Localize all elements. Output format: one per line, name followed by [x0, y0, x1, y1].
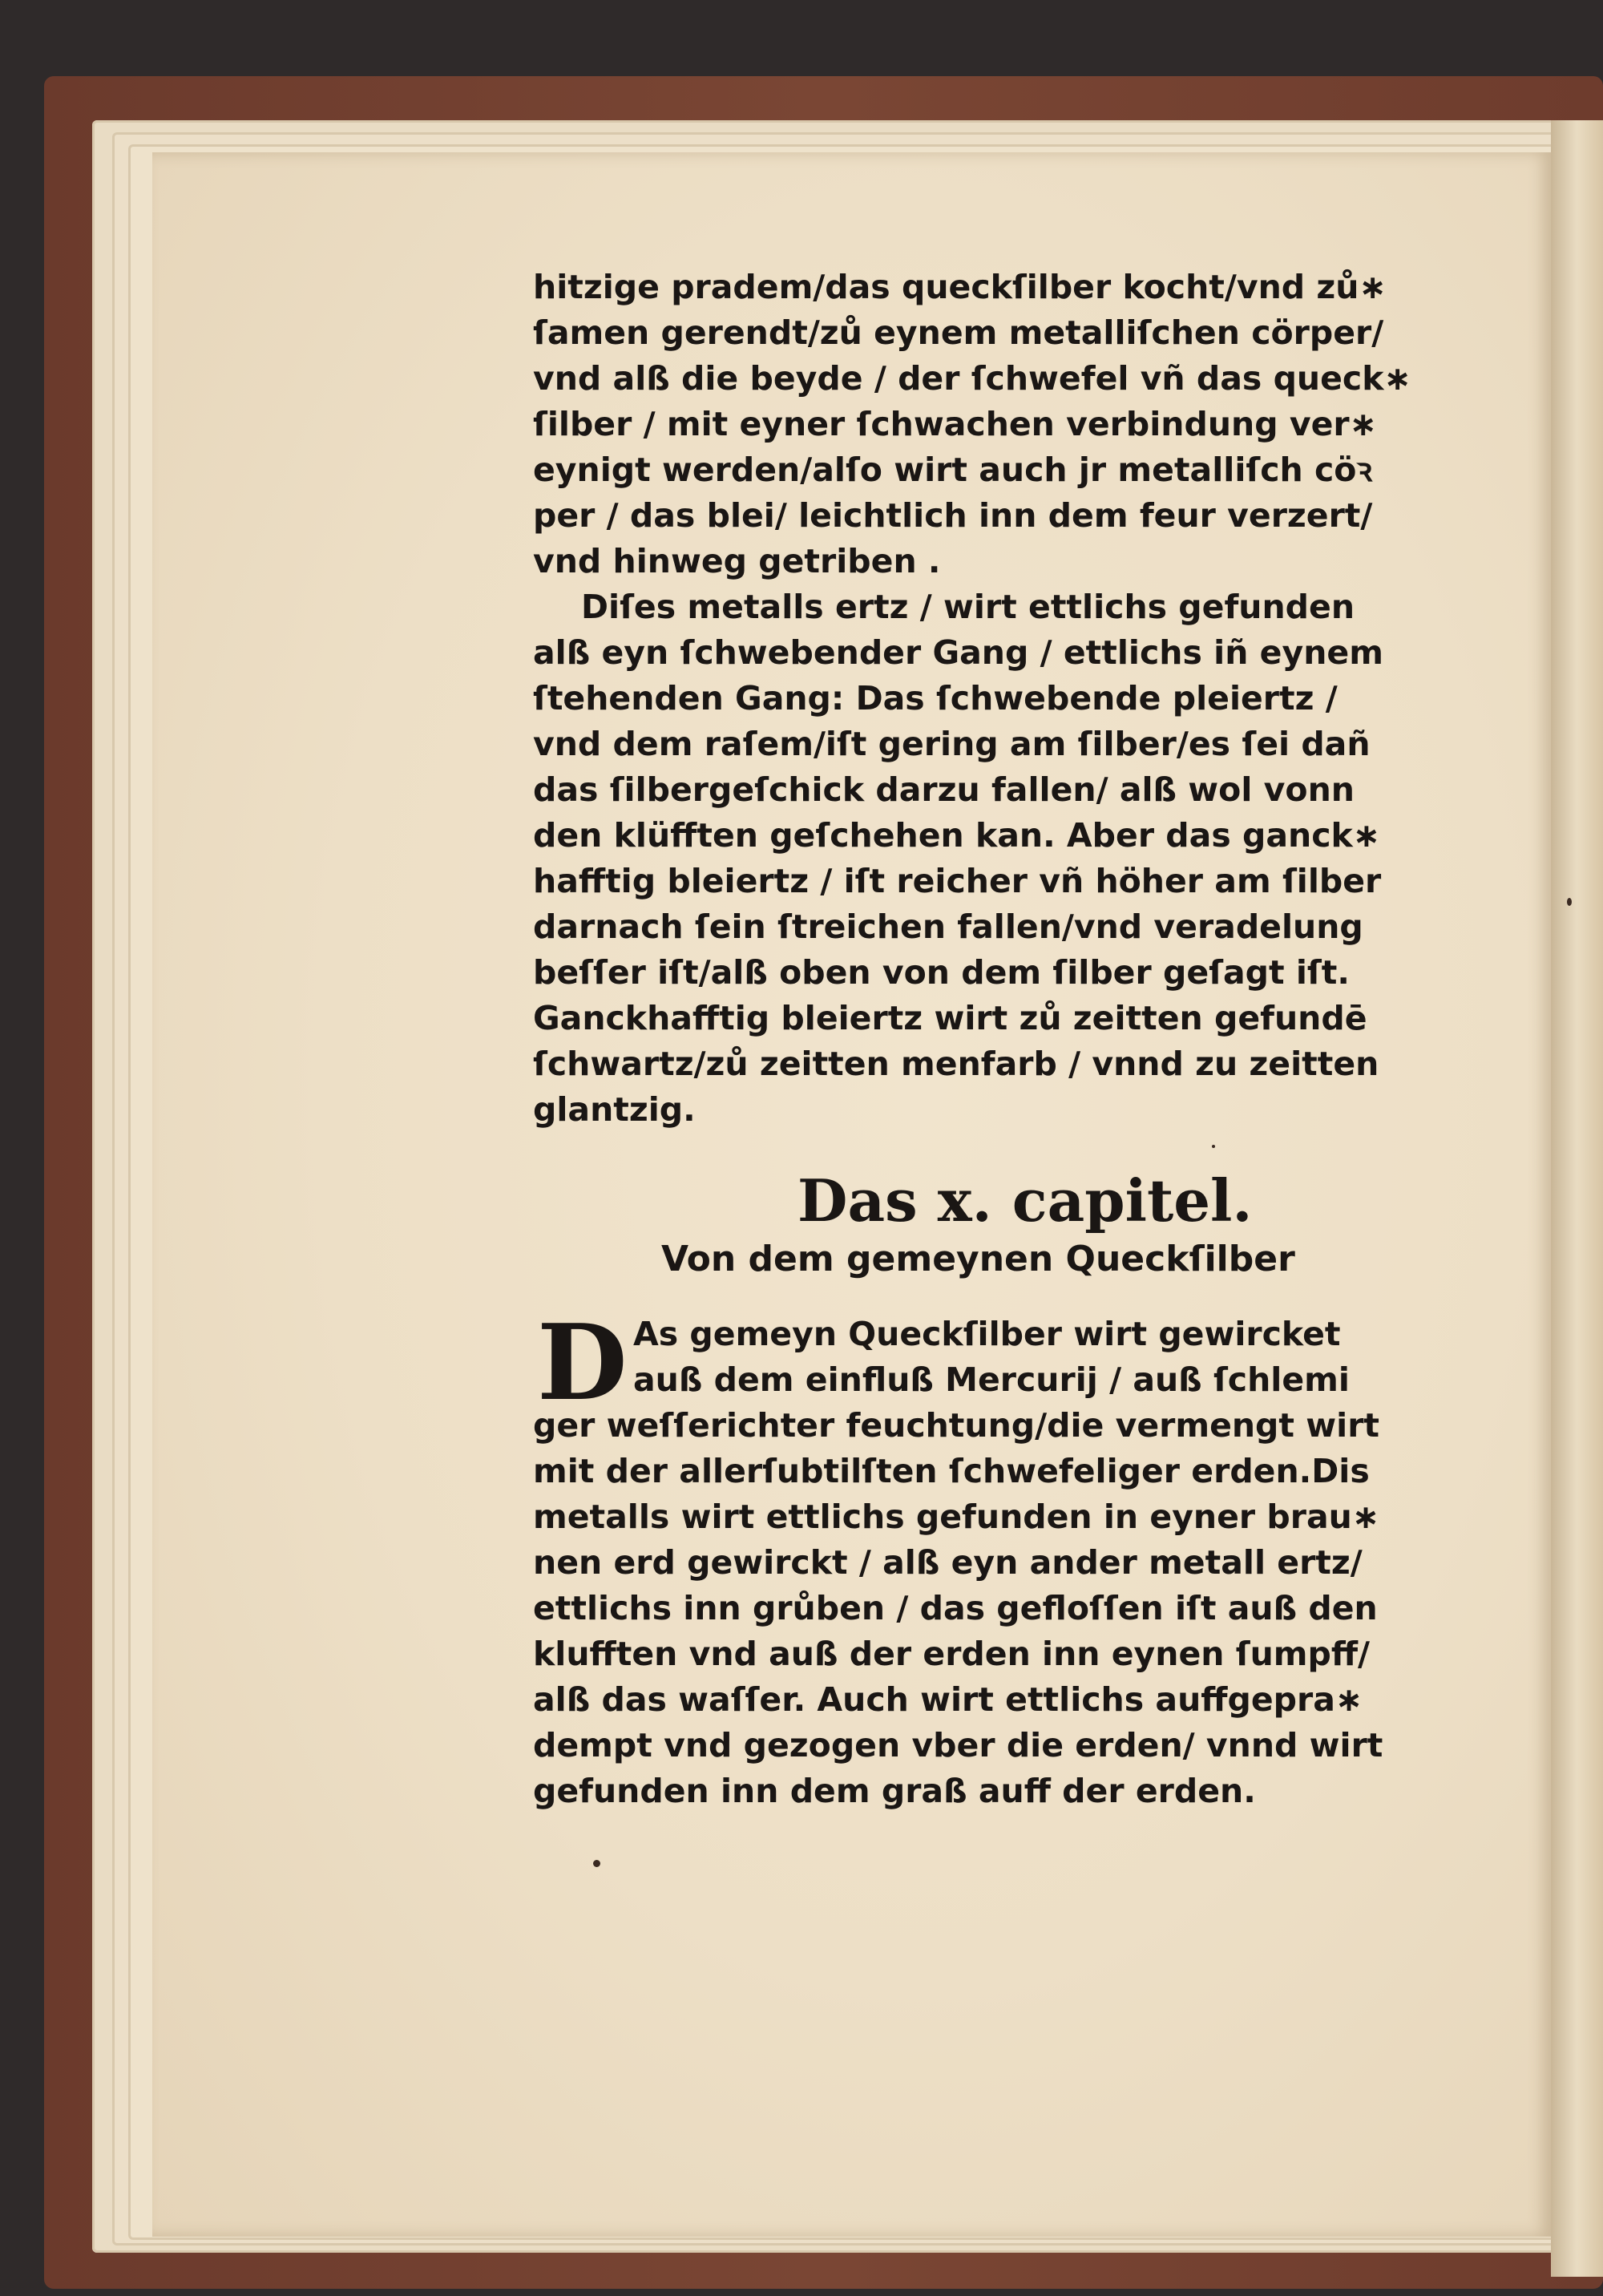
drop-capital: D [537, 1301, 628, 1424]
paragraph-3 [533, 1301, 1447, 1813]
text-line: alß eyn ſchwebender Gang / ettlichs iñ eynem [533, 633, 1383, 672]
text-line: hitzige pradem/das queckſilber kocht/vnd zů∗ [533, 268, 1387, 306]
ink-speck [1567, 898, 1572, 906]
text-line: Ganckhafftig bleiertz wirt zů zeitten gefundē [533, 999, 1367, 1037]
text-line: per / das blei/ leichtlich inn dem feur verzert/ [533, 496, 1373, 535]
text-line: nen erd gewirckt / alß eyn ander metall ertz/ [533, 1543, 1363, 1582]
text-line: gefunden inn dem graß auff der erden. [533, 1772, 1256, 1810]
text-line: dempt vnd gezogen vber die erden/ vnnd wirt [533, 1726, 1383, 1764]
text-line: das ſilbergeſchick darzu fallen/ alß wol vonn [533, 770, 1355, 809]
text-line: ſilber / mit eyner ſchwachen verbindung ver∗ [533, 405, 1377, 443]
ink-speck [593, 1860, 600, 1867]
text-line: glantzig. [533, 1090, 696, 1129]
text-line: ſchwartz/zů zeitten menfarb / vnnd zu zeitten [533, 1045, 1379, 1083]
text-line: ettlichs inn grůben / das gefloſſen iſt auß den [533, 1589, 1378, 1627]
paragraph-1 [533, 265, 1447, 1133]
text-line: ſtehenden Gang: Das ſchwebende pleiertz / [533, 679, 1338, 718]
text-line: ger weſſerichter feuchtung/die vermengt wirt [533, 1406, 1380, 1445]
ink-speck [1212, 1145, 1215, 1148]
text-line: vnd alß die beyde / der ſchwefel vñ das queck∗ [533, 359, 1411, 398]
facing-page-edge [1551, 120, 1603, 2277]
text-line: vnd hinweg getriben . [533, 542, 941, 580]
text-line: alß das waſſer. Auch wirt ettlichs auffgepra∗ [533, 1680, 1363, 1719]
chapter-subtitle: Von dem gemeynen Queckſilber [661, 1239, 1295, 1279]
text-line: mit der allerſubtilſten ſchwefeliger erden.Dis [533, 1452, 1370, 1490]
text-line: As gemeyn Queckſilber wirt gewircket [633, 1315, 1341, 1353]
text-line: beſſer iſt/alß oben von dem ſilber geſagt iſt. [533, 953, 1350, 992]
text-line: vnd dem raſem/iſt gering am ſilber/es ſei dañ [533, 725, 1371, 763]
text-line: metalls wirt ettlichs gefunden in eyner brau∗ [533, 1498, 1380, 1536]
text-line: auß dem einfluß Mercurij / auß ſchlemi [633, 1360, 1350, 1399]
chapter-title: Das x. capitel. [797, 1166, 1253, 1235]
text-line: klufften vnd auß der erden inn eynen ſumpff/ [533, 1635, 1371, 1673]
text-line: eynigt werden/alſo wirt auch jr metalliſch cöꝛ [533, 451, 1372, 489]
text-line: Diſes metalls ertz / wirt ettlichs gefunden [581, 588, 1355, 626]
text-line: darnach ſein ſtreichen fallen/vnd veradelung [533, 907, 1363, 946]
text-line: ſamen gerendt/zů eynem metalliſchen cörper/ [533, 313, 1384, 352]
text-line: den klüfften geſchehen kan. Aber das ganck∗ [533, 816, 1381, 855]
text-line: hafftig bleiertz / iſt reicher vñ höher am ſilber [533, 862, 1382, 900]
